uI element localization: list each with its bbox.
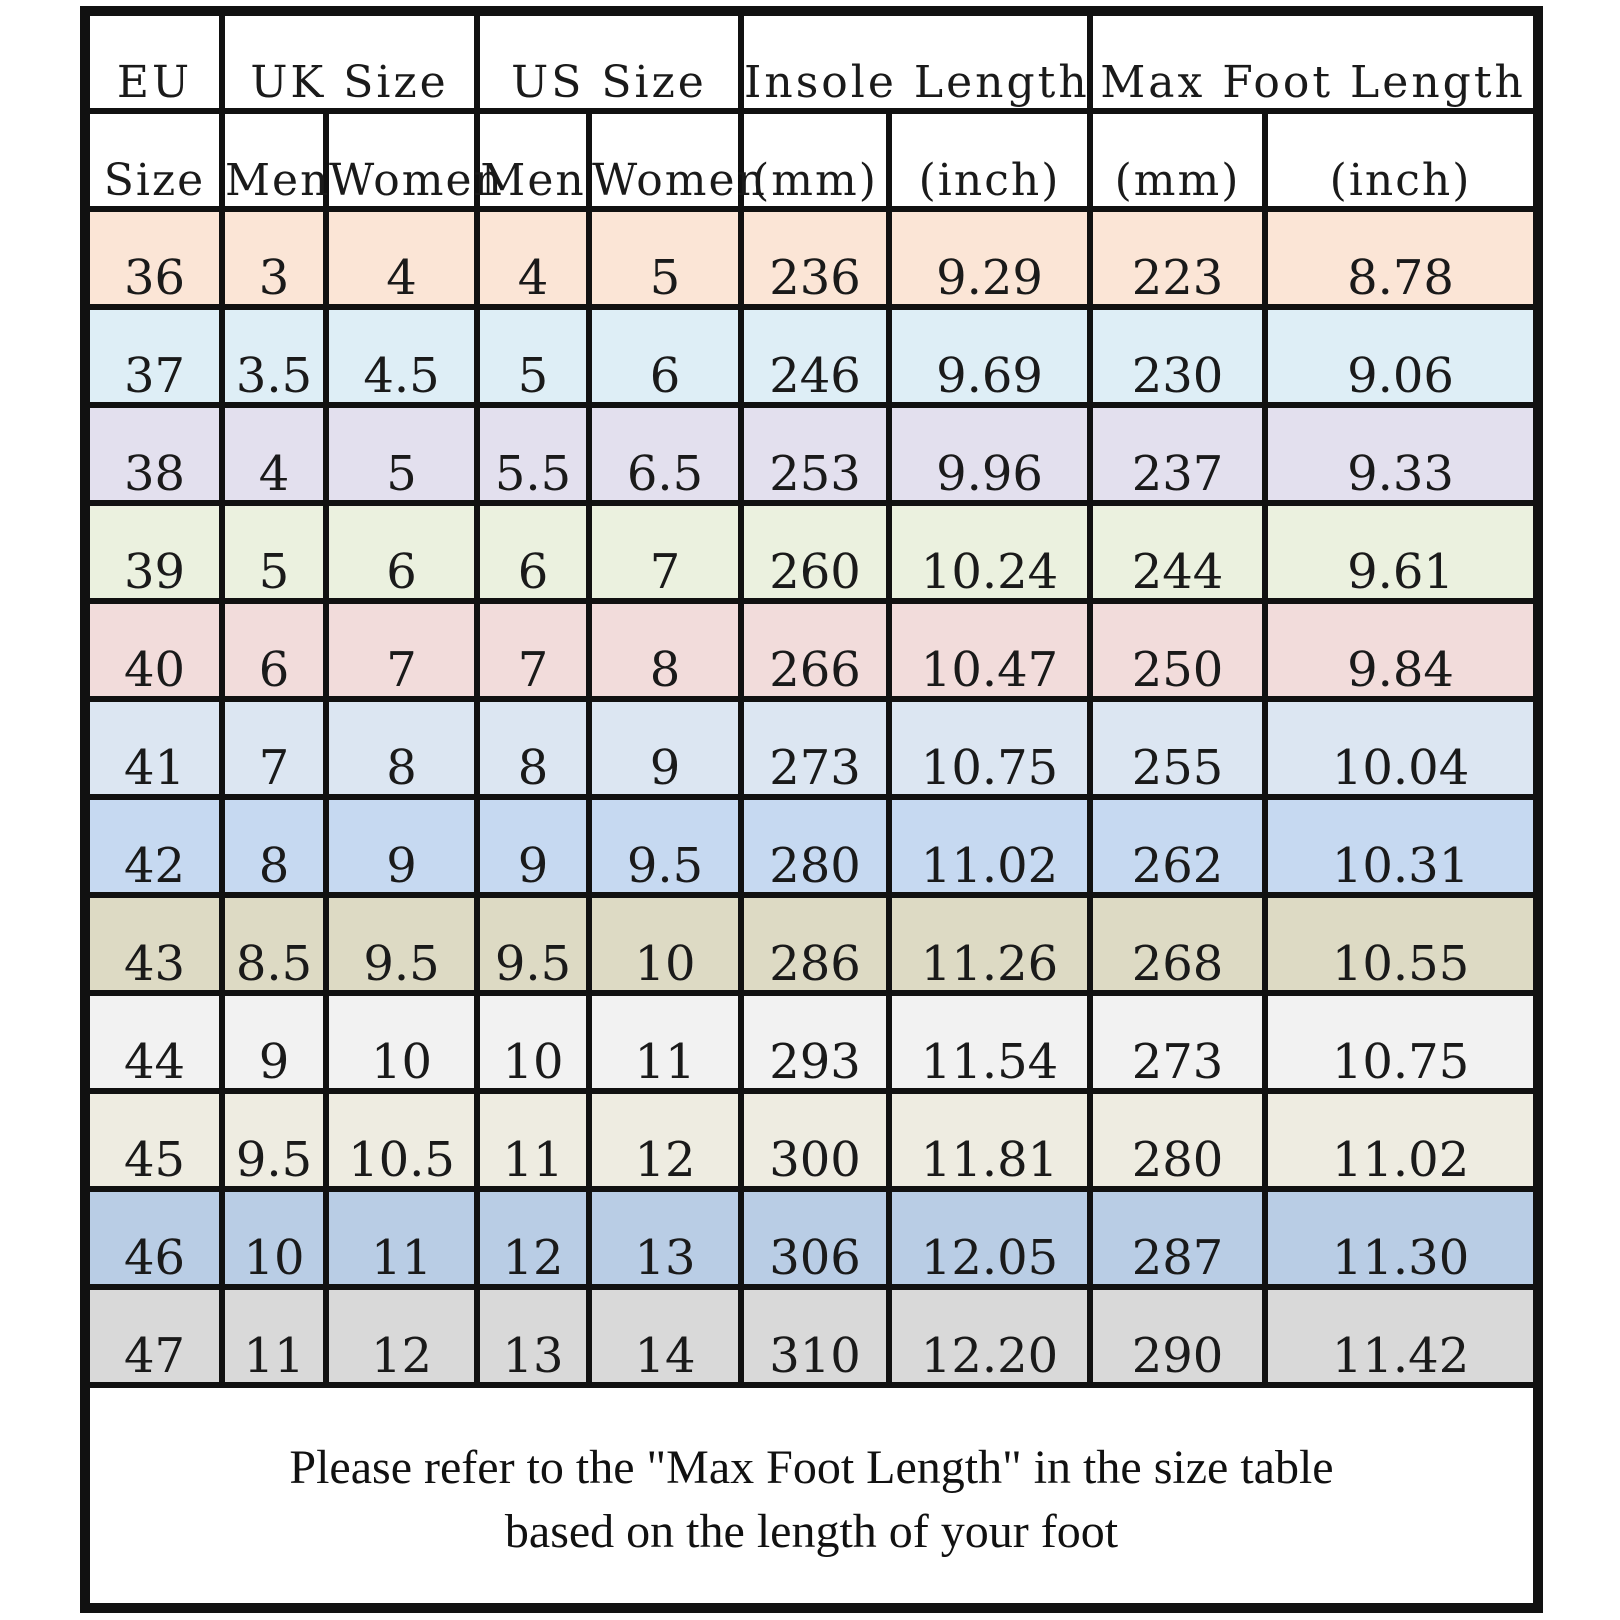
cell-uk-women: 12 <box>326 1287 477 1385</box>
cell-foot-inch: 9.06 <box>1265 307 1533 405</box>
cell-insole-inch: 11.02 <box>889 797 1090 895</box>
cell-us-women: 6.5 <box>589 405 741 503</box>
cell-uk-men: 9 <box>222 993 326 1091</box>
header-eu-size: Size <box>90 111 222 209</box>
cell-foot-mm: 237 <box>1090 405 1265 503</box>
cell-insole-mm: 310 <box>741 1287 889 1385</box>
cell-us-men: 8 <box>477 699 589 797</box>
footnote-line-1: Please refer to the "Max Foot Length" in the size table <box>289 1440 1334 1494</box>
cell-foot-inch: 9.61 <box>1265 503 1533 601</box>
cell-us-men: 5 <box>477 307 589 405</box>
cell-insole-inch: 10.24 <box>889 503 1090 601</box>
table-row <box>90 503 1533 601</box>
header-insole-inch: (inch) <box>889 111 1090 209</box>
table-row <box>90 1189 1533 1287</box>
table-row <box>90 993 1533 1091</box>
cell-uk-women: 6 <box>326 503 477 601</box>
cell-eu-size: 41 <box>90 699 222 797</box>
cell-insole-mm: 286 <box>741 895 889 993</box>
cell-insole-inch: 9.96 <box>889 405 1090 503</box>
cell-insole-inch: 9.29 <box>889 209 1090 307</box>
cell-eu-size: 38 <box>90 405 222 503</box>
cell-us-men: 13 <box>477 1287 589 1385</box>
cell-uk-men: 10 <box>222 1189 326 1287</box>
cell-foot-mm: 273 <box>1090 993 1265 1091</box>
table-row <box>90 601 1533 699</box>
header-row-1 <box>90 16 1533 111</box>
cell-foot-mm: 244 <box>1090 503 1265 601</box>
cell-foot-inch: 11.42 <box>1265 1287 1533 1385</box>
cell-insole-inch: 10.75 <box>889 699 1090 797</box>
cell-uk-women: 9 <box>326 797 477 895</box>
cell-foot-inch: 11.02 <box>1265 1091 1533 1189</box>
cell-insole-mm: 273 <box>741 699 889 797</box>
cell-foot-mm: 280 <box>1090 1091 1265 1189</box>
cell-foot-inch: 10.31 <box>1265 797 1533 895</box>
cell-insole-inch: 11.54 <box>889 993 1090 1091</box>
cell-foot-mm: 250 <box>1090 601 1265 699</box>
table-body <box>90 209 1533 1385</box>
cell-foot-inch: 10.55 <box>1265 895 1533 993</box>
table-row <box>90 209 1533 307</box>
cell-uk-men: 11 <box>222 1287 326 1385</box>
cell-foot-inch: 10.75 <box>1265 993 1533 1091</box>
table-row <box>90 797 1533 895</box>
header-row-2 <box>90 111 1533 209</box>
header-insole-mm: (mm) <box>741 111 889 209</box>
header-foot-mm: (mm) <box>1090 111 1265 209</box>
header-uk-men: Men <box>222 111 326 209</box>
cell-insole-inch: 12.20 <box>889 1287 1090 1385</box>
cell-uk-women: 4 <box>326 209 477 307</box>
header-max-foot-length: Max Foot Length <box>1090 16 1533 111</box>
cell-uk-women: 4.5 <box>326 307 477 405</box>
header-insole-length: Insole Length <box>741 16 1090 111</box>
cell-us-women: 9.5 <box>589 797 741 895</box>
cell-us-men: 11 <box>477 1091 589 1189</box>
cell-foot-inch: 8.78 <box>1265 209 1533 307</box>
cell-eu-size: 36 <box>90 209 222 307</box>
cell-us-men: 10 <box>477 993 589 1091</box>
cell-uk-women: 5 <box>326 405 477 503</box>
cell-eu-size: 40 <box>90 601 222 699</box>
cell-uk-women: 8 <box>326 699 477 797</box>
cell-uk-men: 3 <box>222 209 326 307</box>
cell-insole-inch: 12.05 <box>889 1189 1090 1287</box>
table-row <box>90 405 1533 503</box>
cell-eu-size: 45 <box>90 1091 222 1189</box>
cell-us-women: 14 <box>589 1287 741 1385</box>
cell-foot-mm: 262 <box>1090 797 1265 895</box>
cell-us-women: 13 <box>589 1189 741 1287</box>
footnote <box>90 1396 1533 1603</box>
cell-insole-inch: 9.69 <box>889 307 1090 405</box>
cell-eu-size: 37 <box>90 307 222 405</box>
cell-eu-size: 47 <box>90 1287 222 1385</box>
cell-insole-mm: 246 <box>741 307 889 405</box>
header-us-women: Women <box>589 111 741 209</box>
table-row <box>90 1091 1533 1189</box>
cell-insole-mm: 236 <box>741 209 889 307</box>
cell-uk-women: 10.5 <box>326 1091 477 1189</box>
cell-uk-women: 11 <box>326 1189 477 1287</box>
cell-eu-size: 43 <box>90 895 222 993</box>
cell-foot-mm: 287 <box>1090 1189 1265 1287</box>
table-row <box>90 895 1533 993</box>
header-eu: EU <box>90 16 222 111</box>
cell-us-women: 6 <box>589 307 741 405</box>
cell-insole-mm: 266 <box>741 601 889 699</box>
cell-us-men: 5.5 <box>477 405 589 503</box>
cell-uk-men: 8 <box>222 797 326 895</box>
cell-us-men: 9.5 <box>477 895 589 993</box>
cell-us-women: 8 <box>589 601 741 699</box>
cell-us-women: 9 <box>589 699 741 797</box>
header-us-men: Men <box>477 111 589 209</box>
cell-eu-size: 44 <box>90 993 222 1091</box>
cell-uk-men: 7 <box>222 699 326 797</box>
cell-insole-mm: 306 <box>741 1189 889 1287</box>
cell-eu-size: 42 <box>90 797 222 895</box>
cell-foot-inch: 11.30 <box>1265 1189 1533 1287</box>
cell-us-men: 4 <box>477 209 589 307</box>
cell-insole-inch: 11.26 <box>889 895 1090 993</box>
cell-uk-men: 5 <box>222 503 326 601</box>
cell-us-women: 7 <box>589 503 741 601</box>
table-row <box>90 1287 1533 1385</box>
table-row <box>90 699 1533 797</box>
cell-uk-men: 8.5 <box>222 895 326 993</box>
cell-foot-mm: 230 <box>1090 307 1265 405</box>
cell-insole-mm: 293 <box>741 993 889 1091</box>
cell-foot-mm: 268 <box>1090 895 1265 993</box>
cell-insole-mm: 280 <box>741 797 889 895</box>
cell-us-men: 12 <box>477 1189 589 1287</box>
cell-foot-mm: 290 <box>1090 1287 1265 1385</box>
cell-insole-mm: 260 <box>741 503 889 601</box>
cell-us-women: 11 <box>589 993 741 1091</box>
size-chart-frame <box>80 6 1543 1613</box>
cell-foot-inch: 9.33 <box>1265 405 1533 503</box>
header-foot-inch: (inch) <box>1265 111 1533 209</box>
cell-us-men: 9 <box>477 797 589 895</box>
header-us-size: US Size <box>477 16 741 111</box>
cell-foot-mm: 223 <box>1090 209 1265 307</box>
header-uk-women: Women <box>326 111 477 209</box>
cell-insole-inch: 11.81 <box>889 1091 1090 1189</box>
cell-us-men: 7 <box>477 601 589 699</box>
cell-insole-inch: 10.47 <box>889 601 1090 699</box>
table-row <box>90 307 1533 405</box>
cell-uk-women: 9.5 <box>326 895 477 993</box>
cell-eu-size: 46 <box>90 1189 222 1287</box>
cell-uk-men: 9.5 <box>222 1091 326 1189</box>
size-table <box>90 16 1533 1388</box>
cell-eu-size: 39 <box>90 503 222 601</box>
cell-insole-mm: 253 <box>741 405 889 503</box>
cell-uk-women: 10 <box>326 993 477 1091</box>
footnote-line-2: based on the length of your foot <box>504 1504 1119 1558</box>
cell-us-women: 12 <box>589 1091 741 1189</box>
cell-insole-mm: 300 <box>741 1091 889 1189</box>
cell-us-men: 6 <box>477 503 589 601</box>
cell-foot-inch: 10.04 <box>1265 699 1533 797</box>
cell-foot-mm: 255 <box>1090 699 1265 797</box>
cell-uk-men: 6 <box>222 601 326 699</box>
cell-uk-men: 3.5 <box>222 307 326 405</box>
cell-uk-women: 7 <box>326 601 477 699</box>
cell-us-women: 10 <box>589 895 741 993</box>
cell-foot-inch: 9.84 <box>1265 601 1533 699</box>
cell-us-women: 5 <box>589 209 741 307</box>
header-uk-size: UK Size <box>222 16 477 111</box>
cell-uk-men: 4 <box>222 405 326 503</box>
